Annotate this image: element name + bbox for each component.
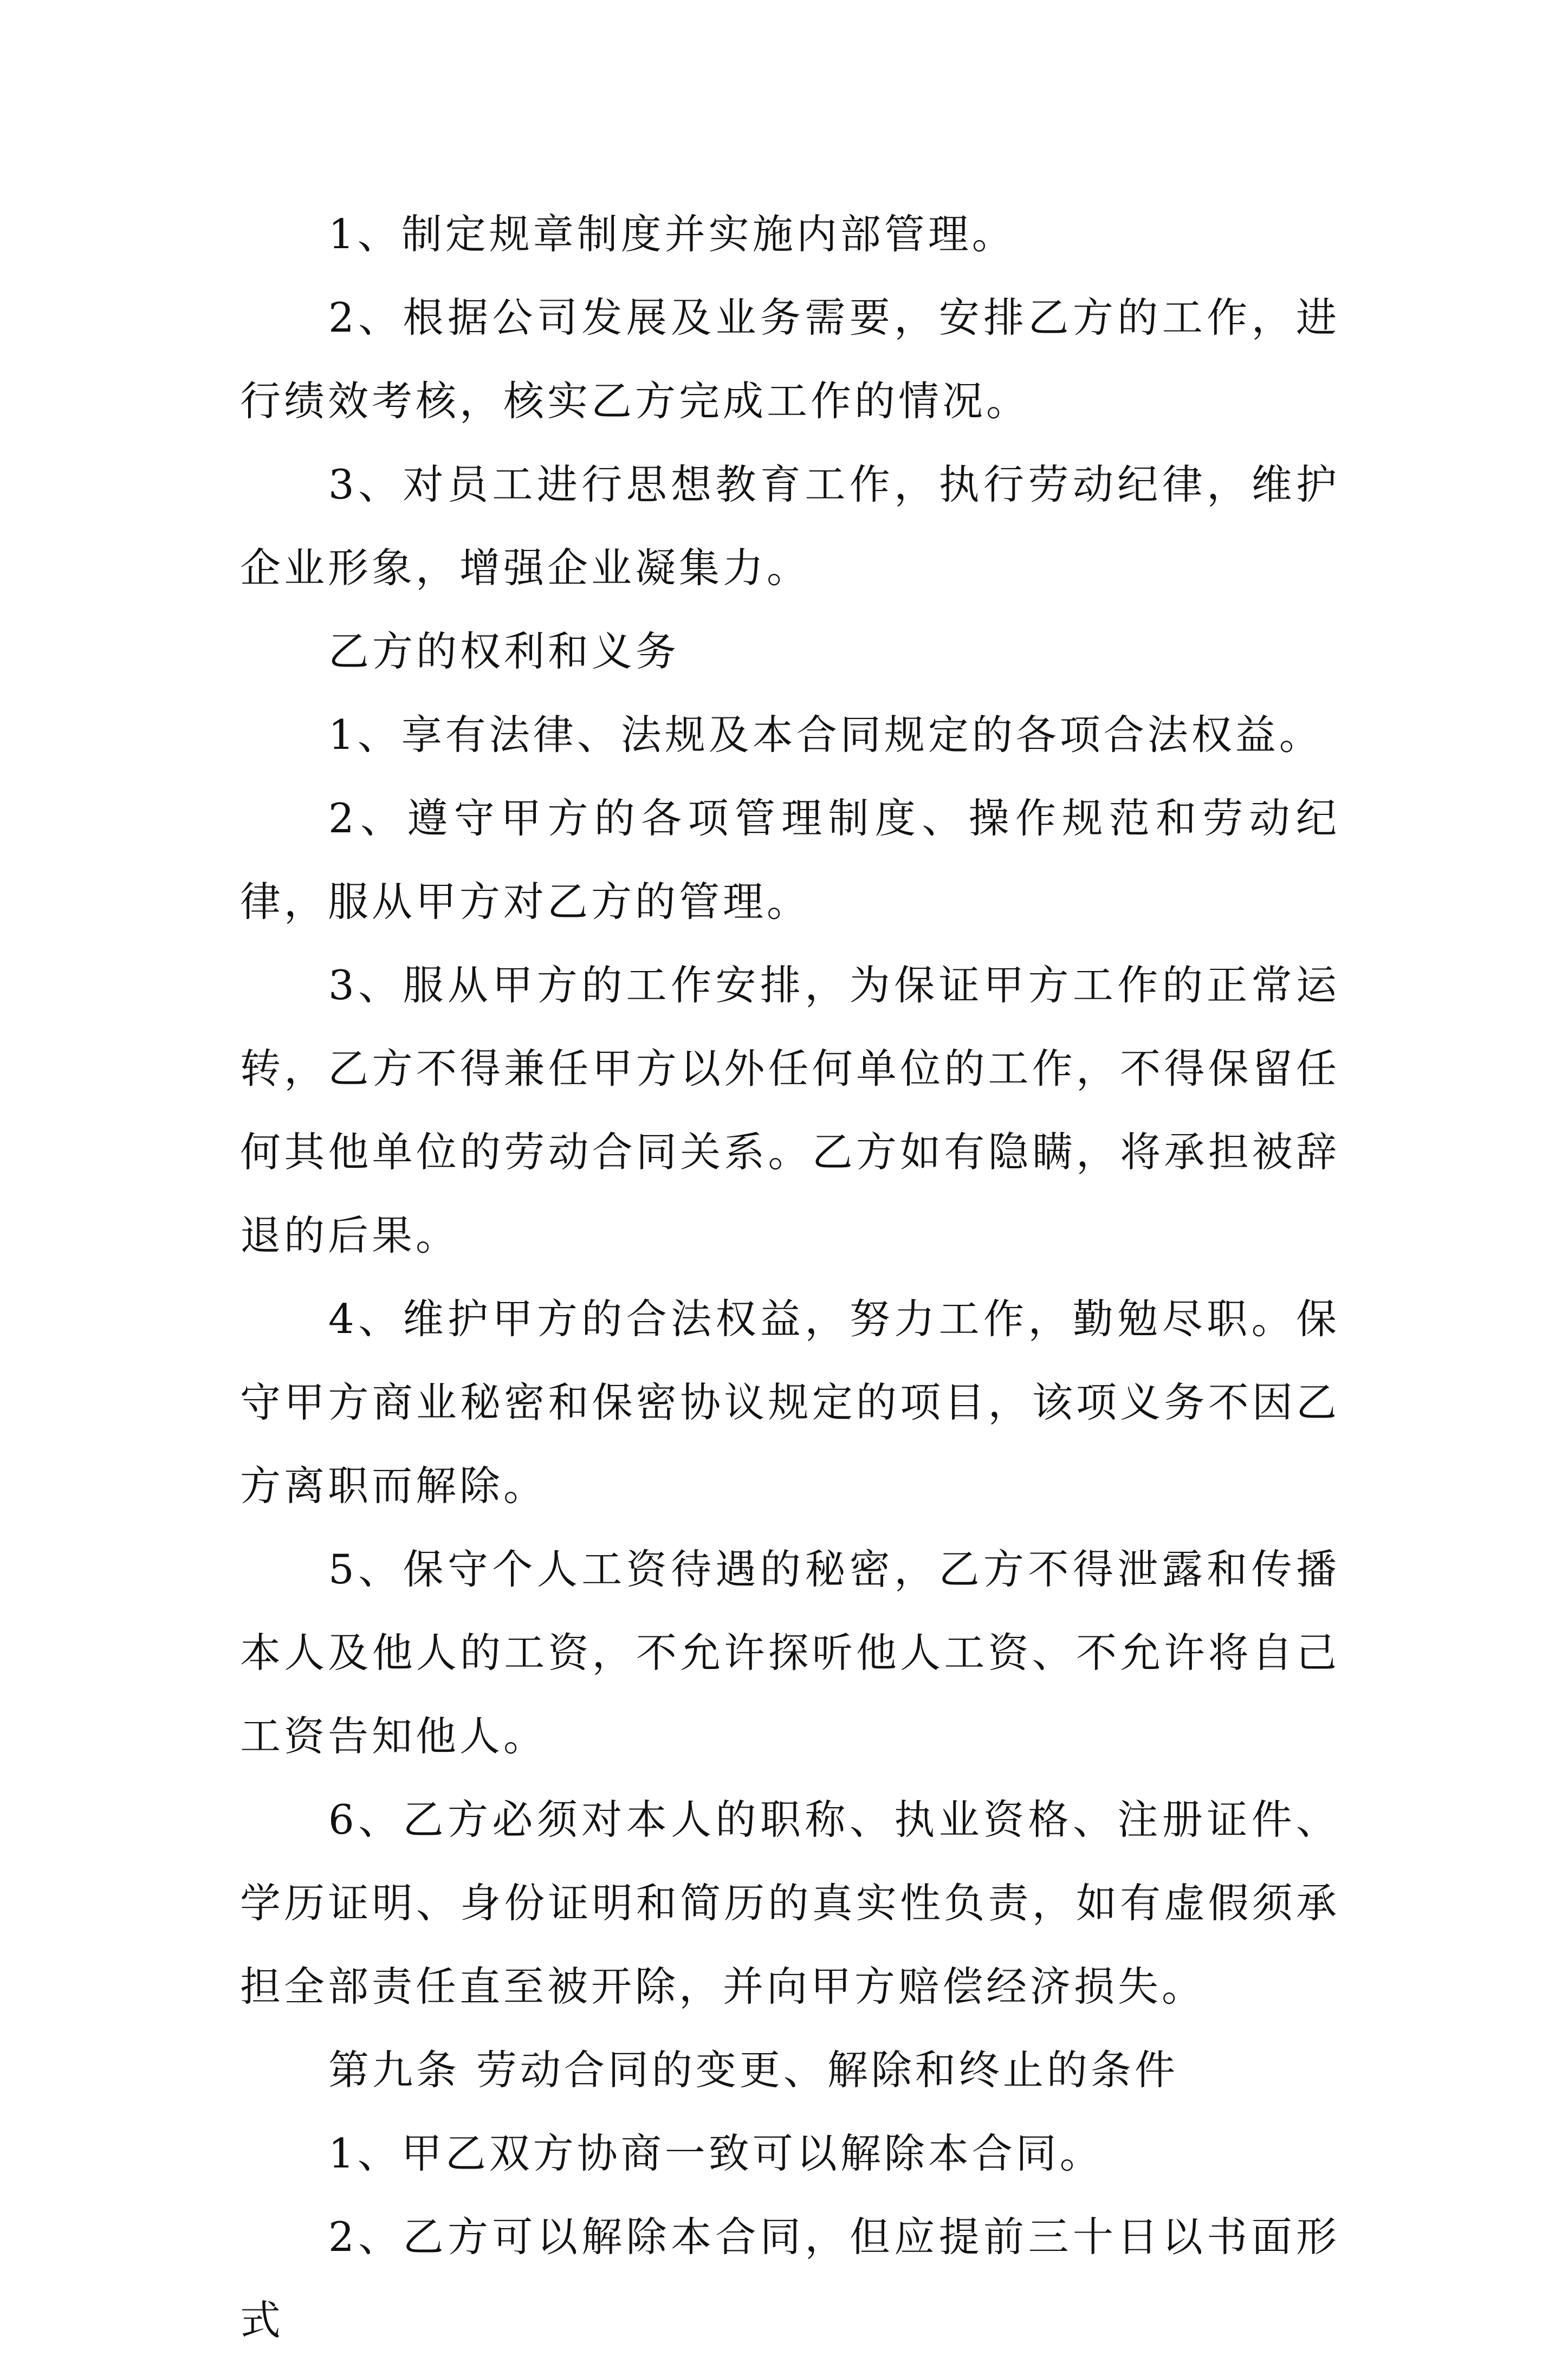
section-heading-party-b-rights: 乙方的权利和义务 [328,627,680,675]
paragraph-13: 2、乙方可以解除本合同，但应提前三十日以书面形式 [240,2213,1340,2344]
paragraph-3: 3、对员工进行思想教育工作，执行劳动纪律，维护企业形象，增强企业凝集力。 [240,461,1340,592]
paragraph-1: 1、制定规章制度并实施内部管理。 [328,210,1016,258]
article-nine-heading: 第九条 劳动合同的变更、解除和终止的条件 [328,2046,1178,2094]
paragraph-6: 2、遵守甲方的各项管理制度、操作规范和劳动纪律，服从甲方对乙方的管理。 [240,794,1340,926]
paragraph-5: 1、享有法律、法规及本合同规定的各项合法权益。 [328,711,1323,759]
paragraph-10: 6、乙方必须对本人的职称、执业资格、注册证件、学历证明、身份证明和简历的真实性负责，如有虚假须承担全部责任直至被开除，并向甲方赔偿经济损失。 [240,1796,1340,2010]
paragraph-12: 1、甲乙双方协商一致可以解除本合同。 [328,2130,1104,2177]
document-body [240,192,1340,2362]
paragraph-9: 5、保守个人工资待遇的秘密，乙方不得泄露和传播本人及他人的工资，不允许探听他人工资、不允许将自己工资告知他人。 [240,1545,1340,1760]
paragraph-8: 4、维护甲方的合法权益，努力工作，勤勉尽职。保守甲方商业秘密和保密协议规定的项目，该项义务不因乙方离职而解除。 [240,1295,1340,1510]
paragraph-2: 2、根据公司发展及业务需要，安排乙方的工作，进行绩效考核，核实乙方完成工作的情况。 [240,294,1340,425]
paragraph-7: 3、服从甲方的工作安排，为保证甲方工作的正常运转，乙方不得兼任甲方以外任何单位的工作，不得保留任何其他单位的劳动合同关系。乙方如有隐瞒，将承担被辞退的后果。 [240,961,1340,1259]
